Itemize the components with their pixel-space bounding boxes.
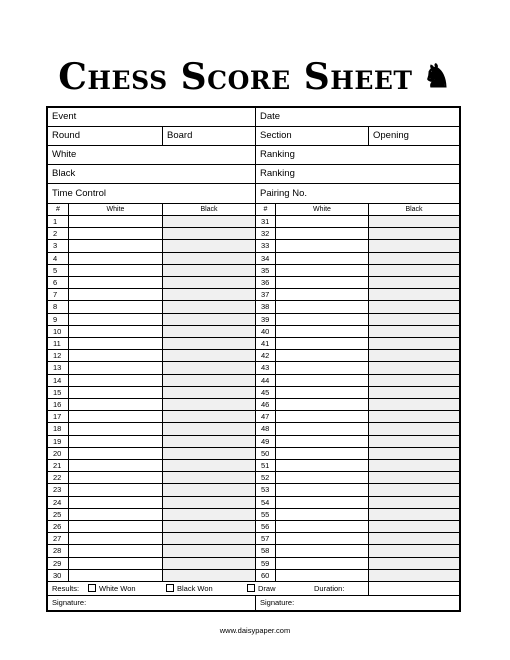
right-move-number: 38 — [255, 301, 275, 312]
right-white-move[interactable] — [275, 411, 368, 422]
right-move-number: 31 — [255, 216, 275, 227]
header-row-time — [48, 184, 459, 204]
left-move-number: 20 — [53, 448, 62, 458]
left-black-move[interactable] — [162, 460, 255, 471]
right-white-move[interactable] — [275, 301, 368, 312]
page-title — [0, 56, 510, 97]
left-white-move[interactable] — [68, 240, 162, 251]
results-row — [48, 582, 459, 596]
left-black-move[interactable] — [162, 558, 255, 569]
left-white-move[interactable] — [68, 326, 162, 337]
left-move-number: 4 — [53, 253, 58, 263]
right-black-move[interactable] — [368, 216, 459, 227]
white-won-checkbox[interactable] — [88, 584, 96, 592]
left-white-move[interactable] — [68, 411, 162, 422]
moves-table — [48, 204, 459, 582]
left-black-move[interactable] — [162, 472, 255, 483]
left-white-move[interactable] — [68, 509, 162, 520]
right-move-number: 42 — [255, 350, 275, 361]
right-white-move[interactable] — [275, 570, 368, 581]
left-move-number: 10 — [53, 326, 62, 336]
right-black-move[interactable] — [368, 411, 459, 422]
left-white-move[interactable] — [68, 314, 162, 325]
right-white-move[interactable] — [275, 545, 368, 556]
score-sheet — [46, 106, 461, 612]
right-white-move[interactable] — [275, 289, 368, 300]
left-white-move[interactable] — [68, 216, 162, 227]
chess-knight-icon: ♞ — [422, 57, 452, 95]
left-move-number: 15 — [53, 387, 62, 397]
left-black-move[interactable] — [162, 509, 255, 520]
right-white-move[interactable] — [275, 448, 368, 459]
right-black-move[interactable] — [368, 460, 459, 471]
left-move-number: 11 — [53, 339, 61, 348]
right-black-move[interactable] — [368, 423, 459, 434]
right-white-move[interactable] — [275, 253, 368, 264]
left-move-number: 3 — [53, 241, 58, 251]
left-white-move[interactable] — [68, 387, 162, 398]
table-row — [48, 497, 459, 509]
left-move-number: 14 — [53, 375, 62, 385]
right-move-number: 45 — [255, 387, 275, 398]
right-black-move[interactable] — [368, 509, 459, 520]
left-move-number: 16 — [53, 400, 62, 409]
right-white-move[interactable] — [275, 265, 368, 276]
date-field[interactable]: Date — [255, 108, 459, 126]
left-move-number: 21 — [53, 461, 62, 470]
right-white-move[interactable] — [275, 314, 368, 325]
left-black-move[interactable] — [162, 326, 255, 337]
left-black-move[interactable] — [162, 350, 255, 361]
right-black-move[interactable] — [368, 448, 459, 459]
left-black-move[interactable] — [162, 423, 255, 434]
left-black-move[interactable] — [162, 253, 255, 264]
table-row — [48, 533, 459, 545]
right-white-move[interactable] — [275, 375, 368, 386]
section-field[interactable]: Section — [255, 127, 368, 145]
left-black-move[interactable] — [162, 436, 255, 447]
right-black-move[interactable] — [368, 497, 459, 508]
table-row — [48, 338, 459, 350]
table-row — [48, 314, 459, 326]
right-move-number: 34 — [255, 253, 275, 264]
left-white-move[interactable] — [68, 558, 162, 569]
left-white-move[interactable] — [68, 436, 162, 447]
right-black-move[interactable] — [368, 277, 459, 288]
signature-row — [48, 596, 459, 610]
right-white-move[interactable] — [275, 387, 368, 398]
black-player-field[interactable]: Black — [52, 168, 76, 179]
left-white-move[interactable] — [68, 484, 162, 495]
left-move-number: 1 — [53, 217, 58, 226]
left-white-move[interactable] — [68, 460, 162, 471]
left-black-move[interactable] — [162, 314, 255, 325]
left-black-move[interactable] — [162, 521, 255, 532]
right-white-move[interactable] — [275, 338, 368, 349]
left-white-move[interactable] — [68, 570, 162, 581]
website-url: www.daisypaper.com — [219, 626, 291, 635]
table-row — [48, 240, 459, 252]
table-row — [48, 277, 459, 289]
right-move-number: 57 — [255, 533, 275, 544]
right-move-number: 47 — [255, 411, 275, 422]
left-move-number: 5 — [53, 265, 58, 275]
draw-label: Draw — [258, 584, 276, 593]
right-col-white-header: White — [275, 204, 368, 215]
right-white-move[interactable] — [275, 277, 368, 288]
right-black-move[interactable] — [368, 436, 459, 447]
left-black-move[interactable] — [162, 387, 255, 398]
right-black-move[interactable] — [368, 399, 459, 410]
right-move-number: 49 — [255, 436, 275, 447]
right-col-num-header: # — [255, 204, 275, 215]
results-label: Results: — [52, 584, 80, 593]
right-white-move[interactable] — [275, 521, 368, 532]
table-row — [48, 326, 459, 338]
left-white-move[interactable] — [68, 423, 162, 434]
left-white-move[interactable] — [68, 497, 162, 508]
right-white-move[interactable] — [275, 350, 368, 361]
right-black-move[interactable] — [368, 240, 459, 251]
left-white-move[interactable] — [68, 228, 162, 239]
left-black-move[interactable] — [162, 277, 255, 288]
left-move-number: 6 — [53, 278, 58, 287]
left-move-number: 28 — [53, 546, 62, 556]
right-black-move[interactable] — [368, 265, 459, 276]
left-white-move[interactable] — [68, 265, 162, 276]
right-move-number: 36 — [255, 277, 275, 288]
right-black-move[interactable] — [368, 558, 459, 569]
right-black-move[interactable] — [368, 289, 459, 300]
right-move-number: 46 — [255, 399, 275, 410]
right-white-move[interactable] — [275, 484, 368, 495]
right-move-number: 35 — [255, 265, 275, 276]
left-black-move[interactable] — [162, 411, 255, 422]
table-row — [48, 289, 459, 301]
right-col-black-header: Black — [368, 204, 459, 215]
right-black-move[interactable] — [368, 472, 459, 483]
left-white-move[interactable] — [68, 448, 162, 459]
left-move-number: 12 — [53, 351, 62, 361]
left-white-move[interactable] — [68, 301, 162, 312]
left-move-number: 24 — [53, 497, 62, 507]
title-text: Chess Score Sheet — [58, 56, 413, 98]
right-move-number: 56 — [255, 521, 275, 532]
left-col-black-header: Black — [162, 204, 255, 215]
table-row — [48, 521, 459, 533]
right-white-move[interactable] — [275, 399, 368, 410]
right-black-move[interactable] — [368, 375, 459, 386]
signature-right-field[interactable]: Signature: — [255, 596, 459, 610]
table-row — [48, 545, 459, 557]
table-row — [48, 228, 459, 240]
right-move-number: 37 — [255, 289, 275, 300]
draw-checkbox[interactable] — [247, 584, 255, 592]
right-move-number: 43 — [255, 362, 275, 373]
left-move-number: 18 — [53, 424, 62, 434]
duration-field[interactable] — [368, 582, 459, 596]
right-move-number: 59 — [255, 558, 275, 569]
right-white-move[interactable] — [275, 472, 368, 483]
left-black-move[interactable] — [162, 375, 255, 386]
right-move-number: 58 — [255, 545, 275, 556]
left-move-number: 27 — [53, 534, 62, 544]
board-field[interactable]: Board — [162, 127, 255, 145]
white-won-label: White Won — [99, 584, 136, 593]
left-black-move[interactable] — [162, 533, 255, 544]
table-row — [48, 362, 459, 374]
black-ranking-field[interactable]: Ranking — [255, 165, 459, 183]
left-black-move[interactable] — [162, 216, 255, 227]
right-white-move[interactable] — [275, 509, 368, 520]
header-row-event — [48, 108, 459, 127]
left-black-move[interactable] — [162, 289, 255, 300]
left-move-number: 23 — [53, 485, 62, 495]
header-grid — [48, 108, 459, 204]
right-black-move[interactable] — [368, 326, 459, 337]
right-move-number: 48 — [255, 423, 275, 434]
moves-table-header — [48, 204, 459, 216]
left-move-number: 9 — [53, 314, 58, 324]
right-black-move[interactable] — [368, 253, 459, 264]
table-row — [48, 472, 459, 484]
left-black-move[interactable] — [162, 301, 255, 312]
right-white-move[interactable] — [275, 460, 368, 471]
right-white-move[interactable] — [275, 497, 368, 508]
right-move-number: 39 — [255, 314, 275, 325]
right-move-number: 50 — [255, 448, 275, 459]
round-field[interactable]: Round — [52, 130, 80, 141]
draw-option[interactable] — [247, 582, 276, 596]
left-black-move[interactable] — [162, 338, 255, 349]
right-black-move[interactable] — [368, 338, 459, 349]
table-row — [48, 436, 459, 448]
right-white-move[interactable] — [275, 533, 368, 544]
left-black-move[interactable] — [162, 570, 255, 581]
right-black-move[interactable] — [368, 545, 459, 556]
table-row — [48, 375, 459, 387]
left-white-move[interactable] — [68, 375, 162, 386]
right-move-number: 51 — [255, 460, 275, 471]
table-row — [48, 301, 459, 313]
left-black-move[interactable] — [162, 545, 255, 556]
left-white-move[interactable] — [68, 277, 162, 288]
table-row — [48, 558, 459, 570]
left-white-move[interactable] — [68, 472, 162, 483]
left-move-number: 2 — [53, 229, 58, 239]
left-white-move[interactable] — [68, 289, 162, 300]
left-move-number: 22 — [53, 473, 62, 483]
left-white-move[interactable] — [68, 533, 162, 544]
left-white-move[interactable] — [68, 350, 162, 361]
right-black-move[interactable] — [368, 484, 459, 495]
table-row — [48, 253, 459, 265]
right-black-move[interactable] — [368, 533, 459, 544]
white-won-option[interactable] — [88, 582, 136, 596]
right-black-move[interactable] — [368, 350, 459, 361]
right-white-move[interactable] — [275, 436, 368, 447]
duration-label: Duration: — [314, 584, 345, 593]
right-black-move[interactable] — [368, 314, 459, 325]
right-black-move[interactable] — [368, 301, 459, 312]
table-row — [48, 448, 459, 460]
right-white-move[interactable] — [275, 362, 368, 373]
right-black-move[interactable] — [368, 228, 459, 239]
left-move-number: 17 — [53, 412, 62, 422]
right-white-move[interactable] — [275, 423, 368, 434]
left-white-move[interactable] — [68, 521, 162, 532]
right-move-number: 33 — [255, 240, 275, 251]
left-white-move[interactable] — [68, 338, 162, 349]
right-move-number: 60 — [255, 570, 275, 581]
left-white-move[interactable] — [68, 545, 162, 556]
black-won-option[interactable] — [166, 582, 213, 596]
left-move-number: 7 — [53, 290, 58, 300]
left-col-white-header: White — [68, 204, 162, 215]
right-black-move[interactable] — [368, 387, 459, 398]
right-white-move[interactable] — [275, 216, 368, 227]
white-ranking-field[interactable]: Ranking — [255, 146, 459, 164]
right-move-number: 52 — [255, 472, 275, 483]
black-won-label: Black Won — [177, 584, 213, 593]
left-black-move[interactable] — [162, 448, 255, 459]
right-move-number: 40 — [255, 326, 275, 337]
table-row — [48, 460, 459, 472]
black-won-checkbox[interactable] — [166, 584, 174, 592]
right-move-number: 41 — [255, 338, 275, 349]
pairing-no-field[interactable]: Pairing No. — [255, 184, 459, 203]
opening-field[interactable]: Opening — [368, 127, 459, 145]
left-black-move[interactable] — [162, 362, 255, 373]
right-black-move[interactable] — [368, 521, 459, 532]
left-move-number: 19 — [53, 436, 62, 446]
left-black-move[interactable] — [162, 399, 255, 410]
header-row-white — [48, 146, 459, 165]
left-white-move[interactable] — [68, 362, 162, 373]
table-row — [48, 216, 459, 228]
white-player-field[interactable]: White — [52, 149, 77, 160]
header-row-round — [48, 127, 459, 146]
table-row — [48, 399, 459, 411]
right-black-move[interactable] — [368, 570, 459, 581]
right-black-move[interactable] — [368, 362, 459, 373]
right-white-move[interactable] — [275, 558, 368, 569]
right-move-number: 53 — [255, 484, 275, 495]
left-move-number: 26 — [53, 522, 62, 531]
left-white-move[interactable] — [68, 253, 162, 264]
left-move-number: 13 — [53, 363, 62, 373]
table-row — [48, 350, 459, 362]
right-white-move[interactable] — [275, 240, 368, 251]
left-move-number: 8 — [53, 302, 58, 312]
table-row — [48, 411, 459, 423]
right-move-number: 55 — [255, 509, 275, 520]
right-move-number: 32 — [255, 228, 275, 239]
left-black-move[interactable] — [162, 265, 255, 276]
left-white-move[interactable] — [68, 399, 162, 410]
table-row — [48, 570, 459, 582]
right-white-move[interactable] — [275, 228, 368, 239]
signature-left-field[interactable]: Signature: — [52, 598, 87, 607]
right-white-move[interactable] — [275, 326, 368, 337]
table-row — [48, 509, 459, 521]
table-row — [48, 423, 459, 435]
left-black-move[interactable] — [162, 228, 255, 239]
table-row — [48, 484, 459, 496]
left-move-number: 29 — [53, 558, 62, 568]
left-black-move[interactable] — [162, 484, 255, 495]
table-row — [48, 387, 459, 399]
left-black-move[interactable] — [162, 497, 255, 508]
left-col-num-header: # — [56, 206, 60, 213]
right-move-number: 44 — [255, 375, 275, 386]
left-move-number: 25 — [53, 509, 62, 519]
table-row — [48, 265, 459, 277]
time-control-field[interactable]: Time Control — [52, 188, 107, 199]
header-row-black — [48, 165, 459, 184]
right-move-number: 54 — [255, 497, 275, 508]
left-move-number: 30 — [53, 570, 62, 580]
left-black-move[interactable] — [162, 240, 255, 251]
event-field[interactable]: Event — [52, 111, 77, 122]
